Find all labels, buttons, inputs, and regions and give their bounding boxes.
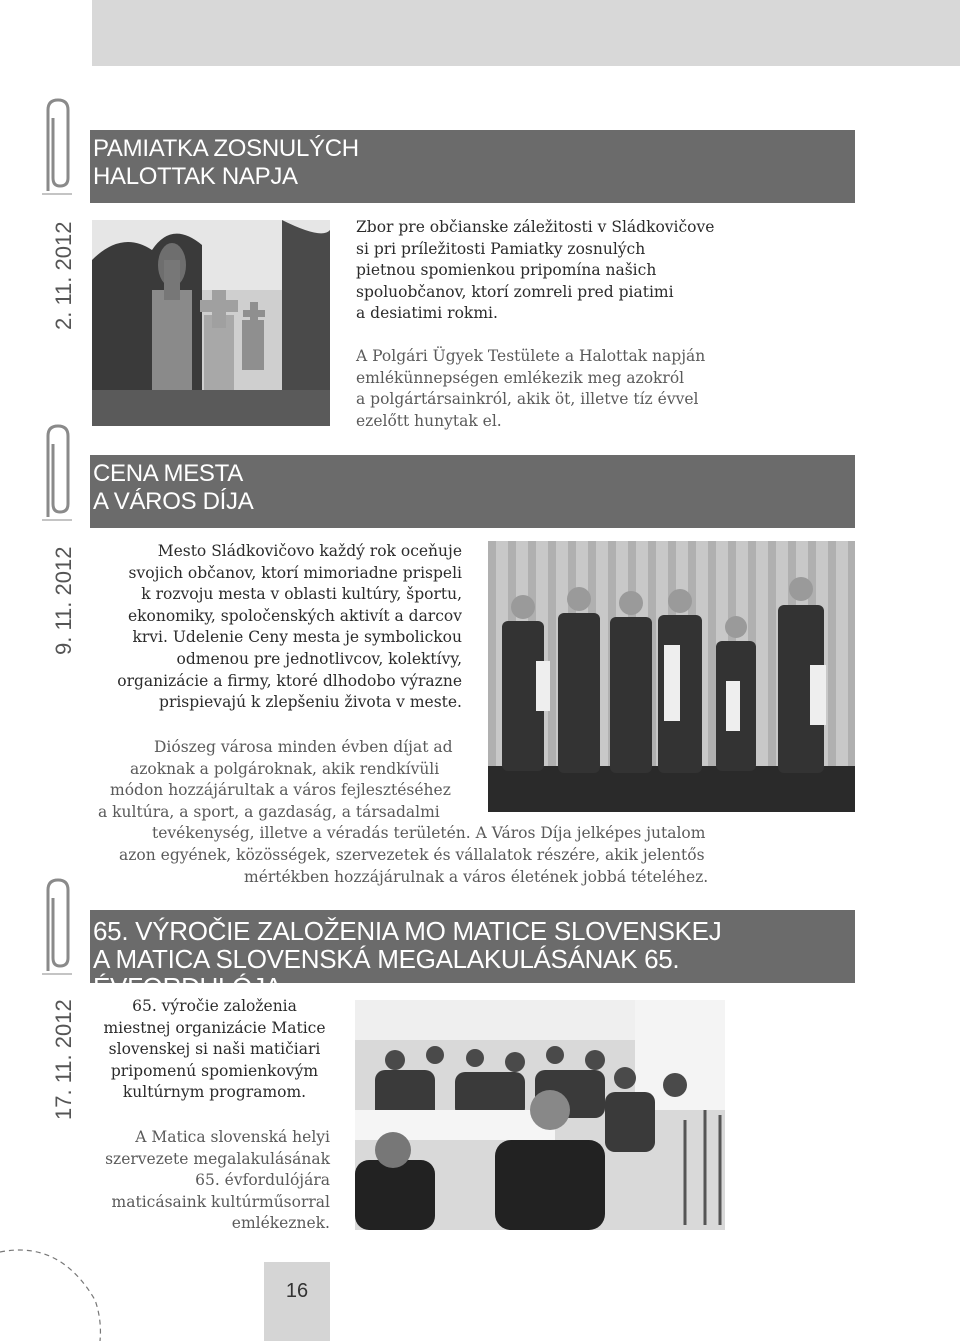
- text-line: slovenskej si naši matičiari: [108, 1040, 321, 1059]
- text-line: Diószeg városa minden évben díjat ad: [154, 738, 453, 756]
- page-number: 16: [285, 1280, 309, 1302]
- text-line: spoluobčanov, ktorí zomreli pred piatimi: [356, 282, 674, 301]
- celebration-photo: [355, 1000, 725, 1230]
- text-line: pietnou spomienkou pripomína našich: [356, 261, 657, 280]
- text-line: emlékeznek.: [231, 1214, 330, 1233]
- paperclip-icon: [38, 876, 76, 976]
- page-number-box: [264, 1262, 330, 1341]
- section-1-sk-text: [356, 217, 714, 325]
- text-line: azoknak a polgároknak, akik rendkívüli: [130, 759, 440, 778]
- text-line: 65. výročie založenia: [132, 997, 297, 1015]
- text-line: mértékben hozzájárulnak a város életének jobbá tételéhez.: [244, 867, 709, 886]
- header-band: [92, 0, 960, 66]
- text-line: si pri príležitosti Pamiatky zosnulých: [356, 239, 646, 258]
- text-line: krvi. Udelenie Ceny mesta je symbolickou: [132, 628, 462, 647]
- text-line: ekonomiky, spoločenských aktivít a darcov: [127, 606, 462, 625]
- section-subtitle: A VÁROS DÍJA: [93, 488, 254, 515]
- text-line: a kultúra, a sport, a gazdaság, a társadalmi: [98, 802, 440, 821]
- text-line: emlékünnepségen emlékezik meg azokról: [356, 368, 685, 387]
- text-line: maticásaink kultúrműsorral: [111, 1192, 330, 1211]
- section-title: PAMIATKA ZOSNULÝCH: [93, 135, 359, 162]
- text-line: módon hozzájárultak a város fejlesztéséhez: [110, 781, 451, 800]
- section-2-hu-text: [98, 737, 708, 888]
- section-1-hu-text: [356, 346, 705, 432]
- text-line: Zbor pre občianske záležitosti v Sládkovičove: [356, 218, 715, 236]
- section-date: 2. 11. 2012: [51, 221, 76, 331]
- section-3-hu-text: [92, 1127, 330, 1235]
- text-line: prispievajú k zlepšeniu života v meste.: [159, 693, 462, 712]
- section-title-bar: [90, 130, 855, 203]
- text-line: odmenou pre jednotlivcov, kolektívy,: [176, 649, 462, 668]
- text-line: a polgártársainkról, akik öt, illetve tíz évvel: [356, 390, 699, 409]
- section-title-bar: [90, 455, 855, 528]
- section-subtitle: HALOTTAK NAPJA: [93, 163, 298, 190]
- section-title-bar: [90, 910, 855, 1002]
- text-line: organizácie a firmy, ktoré dlhodobo výrazne: [117, 671, 462, 690]
- text-line: ezelőtt hunytak el.: [356, 411, 502, 430]
- decorative-curve: [0, 1240, 110, 1341]
- section-title: 65. VÝROČIE ZALOŽENIA MO MATICE SLOVENSKEJ: [93, 916, 722, 946]
- text-line: 65. évfordulójára: [195, 1171, 330, 1190]
- section-title: CENA MESTA: [93, 460, 243, 487]
- paperclip-icon: [38, 422, 76, 522]
- text-line: szervezete megalakulásának: [105, 1149, 330, 1168]
- section-date: 9. 11. 2012: [51, 546, 76, 656]
- text-line: kultúrnym programom.: [122, 1083, 307, 1102]
- text-line: a desiatimi rokmi.: [356, 304, 498, 323]
- text-line: A Polgári Ügyek Testülete a Halottak napján: [356, 347, 706, 365]
- section-2-sk-text: [98, 541, 462, 714]
- section-3-sk-text: [92, 996, 337, 1104]
- text-line: k rozvoju mesta v oblasti kultúry, športu,: [141, 585, 462, 604]
- text-line: A Matica slovenská helyi: [135, 1128, 330, 1146]
- text-line: miestnej organizácie Matice: [103, 1018, 326, 1037]
- section-date: 17. 11. 2012: [51, 999, 76, 1121]
- section-subtitle: A MATICA SLOVENSKÁ MEGALAKULÁSÁNAK 65. ÉVFORDULÓJA: [93, 944, 680, 1002]
- text-line: Mesto Sládkovičovo každý rok oceňuje: [157, 542, 462, 560]
- text-line: azon egyének, közösségek, szervezetek és vállalatok részére, akik jelentős: [119, 845, 705, 864]
- text-line: tevékenység, illetve a véradás területén. A Város Díja jelképes jutalom: [152, 824, 706, 843]
- cemetery-photo: [92, 220, 330, 426]
- text-line: pripomenú spomienkovým: [110, 1061, 319, 1080]
- paperclip-icon: [38, 96, 76, 196]
- text-line: svojich občanov, ktorí mimoriadne prispeli: [128, 563, 462, 582]
